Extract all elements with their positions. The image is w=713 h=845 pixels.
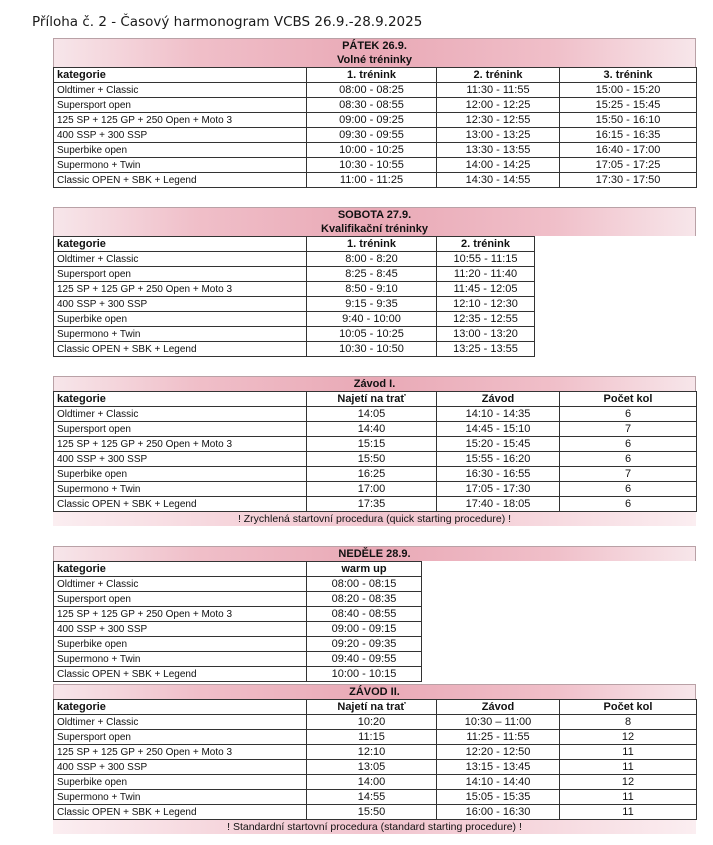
- race1-block: [53, 376, 696, 526]
- category-cell: 400 SSP + 300 SSP: [54, 128, 307, 143]
- value-cell: 12:30 - 12:55: [437, 113, 560, 128]
- table-row: [54, 282, 535, 297]
- value-cell: 16:00 - 16:30: [437, 805, 560, 820]
- table-row: [54, 667, 422, 682]
- value-cell: 09:40 - 09:55: [307, 652, 422, 667]
- table-row: [54, 267, 535, 282]
- column-header: kategorie: [54, 392, 307, 407]
- value-cell: 09:20 - 09:35: [307, 637, 422, 652]
- value-cell: 13:25 - 13:55: [437, 342, 535, 357]
- value-cell: 15:55 - 16:20: [437, 452, 560, 467]
- value-cell: 8:25 - 8:45: [307, 267, 437, 282]
- table-row: [54, 775, 697, 790]
- column-header: kategorie: [54, 237, 307, 252]
- category-cell: Supermono + Twin: [54, 327, 307, 342]
- value-cell: 14:45 - 15:10: [437, 422, 560, 437]
- category-cell: Oldtimer + Classic: [54, 83, 307, 98]
- table-row: [54, 805, 697, 820]
- sunday-table: [53, 561, 422, 682]
- race2-block: [53, 684, 696, 834]
- table-row: [54, 790, 697, 805]
- value-cell: 10:00 - 10:25: [307, 143, 437, 158]
- category-cell: Superbike open: [54, 312, 307, 327]
- table-row: [54, 143, 697, 158]
- table-row: [54, 452, 697, 467]
- table-row: [54, 467, 697, 482]
- category-cell: Classic OPEN + SBK + Legend: [54, 342, 307, 357]
- value-cell: 13:15 - 13:45: [437, 760, 560, 775]
- table-row: [54, 760, 697, 775]
- column-header: 1. trénink: [307, 237, 437, 252]
- table-header-row: [54, 562, 422, 577]
- value-cell: 16:30 - 16:55: [437, 467, 560, 482]
- race2-section-heading: ZÁVOD II.: [53, 684, 696, 699]
- table-row: [54, 113, 697, 128]
- value-cell: 12: [560, 730, 697, 745]
- category-cell: 400 SSP + 300 SSP: [54, 622, 307, 637]
- value-cell: 14:00 - 14:25: [437, 158, 560, 173]
- race2-table: [53, 699, 697, 820]
- race2-procedure-note: ! Standardní startovní procedura (standard starting procedure) !: [53, 820, 696, 834]
- value-cell: 11: [560, 760, 697, 775]
- category-cell: Supermono + Twin: [54, 652, 307, 667]
- value-cell: 12: [560, 775, 697, 790]
- value-cell: 15:20 - 15:45: [437, 437, 560, 452]
- table-row: [54, 652, 422, 667]
- value-cell: 09:00 - 09:15: [307, 622, 422, 637]
- value-cell: 08:00 - 08:15: [307, 577, 422, 592]
- category-cell: Classic OPEN + SBK + Legend: [54, 497, 307, 512]
- table-row: [54, 437, 697, 452]
- category-cell: Superbike open: [54, 775, 307, 790]
- table-row: [54, 637, 422, 652]
- table-row: [54, 83, 697, 98]
- saturday-block: [53, 207, 696, 357]
- column-header: 1. trénink: [307, 68, 437, 83]
- value-cell: 6: [560, 497, 697, 512]
- category-cell: Classic OPEN + SBK + Legend: [54, 667, 307, 682]
- value-cell: 13:00 - 13:20: [437, 327, 535, 342]
- category-cell: Supermono + Twin: [54, 158, 307, 173]
- category-cell: 400 SSP + 300 SSP: [54, 760, 307, 775]
- value-cell: 11: [560, 745, 697, 760]
- value-cell: 6: [560, 482, 697, 497]
- sunday-day-heading: NEDĚLE 28.9.: [53, 546, 696, 561]
- table-row: [54, 342, 535, 357]
- table-row: [54, 98, 697, 113]
- column-header: kategorie: [54, 562, 307, 577]
- category-cell: 125 SP + 125 GP + 250 Open + Moto 3: [54, 437, 307, 452]
- category-cell: 125 SP + 125 GP + 250 Open + Moto 3: [54, 282, 307, 297]
- value-cell: 11:00 - 11:25: [307, 173, 437, 188]
- value-cell: 14:00: [307, 775, 437, 790]
- column-header: 2. trénink: [437, 237, 535, 252]
- value-cell: 13:30 - 13:55: [437, 143, 560, 158]
- value-cell: 17:00: [307, 482, 437, 497]
- table-row: [54, 173, 697, 188]
- category-cell: 400 SSP + 300 SSP: [54, 297, 307, 312]
- value-cell: 17:35: [307, 497, 437, 512]
- value-cell: 15:50: [307, 805, 437, 820]
- value-cell: 09:00 - 09:25: [307, 113, 437, 128]
- column-header: Najetí na trať: [307, 700, 437, 715]
- value-cell: 11:15: [307, 730, 437, 745]
- value-cell: 11:20 - 11:40: [437, 267, 535, 282]
- category-cell: Classic OPEN + SBK + Legend: [54, 805, 307, 820]
- value-cell: 15:00 - 15:20: [560, 83, 697, 98]
- value-cell: 14:10 - 14:35: [437, 407, 560, 422]
- value-cell: 6: [560, 437, 697, 452]
- table-header-row: [54, 237, 535, 252]
- category-cell: Supermono + Twin: [54, 482, 307, 497]
- friday-section-heading: Volné tréninky: [53, 53, 696, 67]
- value-cell: 15:25 - 15:45: [560, 98, 697, 113]
- table-row: [54, 607, 422, 622]
- column-header: 3. trénink: [560, 68, 697, 83]
- table-row: [54, 715, 697, 730]
- value-cell: 10:05 - 10:25: [307, 327, 437, 342]
- table-row: [54, 252, 535, 267]
- value-cell: 10:30 - 10:50: [307, 342, 437, 357]
- column-header: Závod: [437, 392, 560, 407]
- value-cell: 11: [560, 805, 697, 820]
- value-cell: 15:15: [307, 437, 437, 452]
- column-header: kategorie: [54, 700, 307, 715]
- value-cell: 11:30 - 11:55: [437, 83, 560, 98]
- value-cell: 11:45 - 12:05: [437, 282, 535, 297]
- value-cell: 13:05: [307, 760, 437, 775]
- table-row: [54, 482, 697, 497]
- table-row: [54, 327, 535, 342]
- value-cell: 10:30 - 10:55: [307, 158, 437, 173]
- value-cell: 17:30 - 17:50: [560, 173, 697, 188]
- value-cell: 15:50 - 16:10: [560, 113, 697, 128]
- value-cell: 10:00 - 10:15: [307, 667, 422, 682]
- category-cell: Superbike open: [54, 143, 307, 158]
- sunday-block: [53, 546, 696, 682]
- race1-procedure-note: ! Zrychlená startovní procedura (quick starting procedure) !: [53, 512, 696, 526]
- table-row: [54, 622, 422, 637]
- value-cell: 11:25 - 11:55: [437, 730, 560, 745]
- category-cell: Classic OPEN + SBK + Legend: [54, 173, 307, 188]
- value-cell: 12:10: [307, 745, 437, 760]
- table-header-row: [54, 700, 697, 715]
- saturday-day-heading: SOBOTA 27.9.: [53, 207, 696, 222]
- column-header: Závod: [437, 700, 560, 715]
- category-cell: Supersport open: [54, 98, 307, 113]
- category-cell: Oldtimer + Classic: [54, 577, 307, 592]
- value-cell: 17:05 - 17:25: [560, 158, 697, 173]
- value-cell: 9:40 - 10:00: [307, 312, 437, 327]
- value-cell: 8:00 - 8:20: [307, 252, 437, 267]
- race1-section-heading: Závod I.: [53, 376, 696, 391]
- table-row: [54, 312, 535, 327]
- category-cell: 400 SSP + 300 SSP: [54, 452, 307, 467]
- category-cell: Superbike open: [54, 637, 307, 652]
- table-row: [54, 128, 697, 143]
- value-cell: 08:00 - 08:25: [307, 83, 437, 98]
- category-cell: Oldtimer + Classic: [54, 407, 307, 422]
- value-cell: 8:50 - 9:10: [307, 282, 437, 297]
- race1-table: [53, 391, 697, 512]
- value-cell: 12:20 - 12:50: [437, 745, 560, 760]
- value-cell: 14:30 - 14:55: [437, 173, 560, 188]
- category-cell: 125 SP + 125 GP + 250 Open + Moto 3: [54, 113, 307, 128]
- value-cell: 8: [560, 715, 697, 730]
- table-row: [54, 592, 422, 607]
- column-header: Počet kol: [560, 392, 697, 407]
- friday-table: [53, 67, 697, 188]
- value-cell: 10:55 - 11:15: [437, 252, 535, 267]
- friday-block: [53, 38, 696, 188]
- value-cell: 16:25: [307, 467, 437, 482]
- column-header: kategorie: [54, 68, 307, 83]
- value-cell: 14:05: [307, 407, 437, 422]
- table-row: [54, 407, 697, 422]
- column-header: 2. trénink: [437, 68, 560, 83]
- value-cell: 09:30 - 09:55: [307, 128, 437, 143]
- value-cell: 7: [560, 467, 697, 482]
- value-cell: 12:10 - 12:30: [437, 297, 535, 312]
- value-cell: 08:20 - 08:35: [307, 592, 422, 607]
- category-cell: Supersport open: [54, 267, 307, 282]
- value-cell: 10:30 – 11:00: [437, 715, 560, 730]
- value-cell: 11: [560, 790, 697, 805]
- category-cell: Supersport open: [54, 422, 307, 437]
- value-cell: 16:40 - 17:00: [560, 143, 697, 158]
- value-cell: 15:50: [307, 452, 437, 467]
- table-row: [54, 297, 535, 312]
- table-row: [54, 730, 697, 745]
- saturday-section-heading: Kvalifikační tréninky: [53, 222, 696, 236]
- table-row: [54, 745, 697, 760]
- category-cell: Supersport open: [54, 730, 307, 745]
- value-cell: 14:55: [307, 790, 437, 805]
- table-row: [54, 422, 697, 437]
- table-header-row: [54, 68, 697, 83]
- column-header: Najetí na trať: [307, 392, 437, 407]
- category-cell: 125 SP + 125 GP + 250 Open + Moto 3: [54, 745, 307, 760]
- value-cell: 14:10 - 14:40: [437, 775, 560, 790]
- friday-day-heading: PÁTEK 26.9.: [53, 38, 696, 53]
- category-cell: 125 SP + 125 GP + 250 Open + Moto 3: [54, 607, 307, 622]
- value-cell: 12:35 - 12:55: [437, 312, 535, 327]
- category-cell: Superbike open: [54, 467, 307, 482]
- saturday-table: [53, 236, 535, 357]
- table-header-row: [54, 392, 697, 407]
- value-cell: 16:15 - 16:35: [560, 128, 697, 143]
- value-cell: 6: [560, 407, 697, 422]
- value-cell: 9:15 - 9:35: [307, 297, 437, 312]
- value-cell: 17:05 - 17:30: [437, 482, 560, 497]
- value-cell: 17:40 - 18:05: [437, 497, 560, 512]
- category-cell: Supermono + Twin: [54, 790, 307, 805]
- value-cell: 14:40: [307, 422, 437, 437]
- value-cell: 13:00 - 13:25: [437, 128, 560, 143]
- value-cell: 7: [560, 422, 697, 437]
- category-cell: Oldtimer + Classic: [54, 715, 307, 730]
- table-row: [54, 577, 422, 592]
- value-cell: 15:05 - 15:35: [437, 790, 560, 805]
- value-cell: 6: [560, 452, 697, 467]
- table-row: [54, 497, 697, 512]
- category-cell: Supersport open: [54, 592, 307, 607]
- table-row: [54, 158, 697, 173]
- column-header: Počet kol: [560, 700, 697, 715]
- value-cell: 08:30 - 08:55: [307, 98, 437, 113]
- value-cell: 10:20: [307, 715, 437, 730]
- column-header: warm up: [307, 562, 422, 577]
- value-cell: 12:00 - 12:25: [437, 98, 560, 113]
- value-cell: 08:40 - 08:55: [307, 607, 422, 622]
- document-title: Příloha č. 2 - Časový harmonogram VCBS 26.9.-28.9.2025: [32, 14, 423, 30]
- category-cell: Oldtimer + Classic: [54, 252, 307, 267]
